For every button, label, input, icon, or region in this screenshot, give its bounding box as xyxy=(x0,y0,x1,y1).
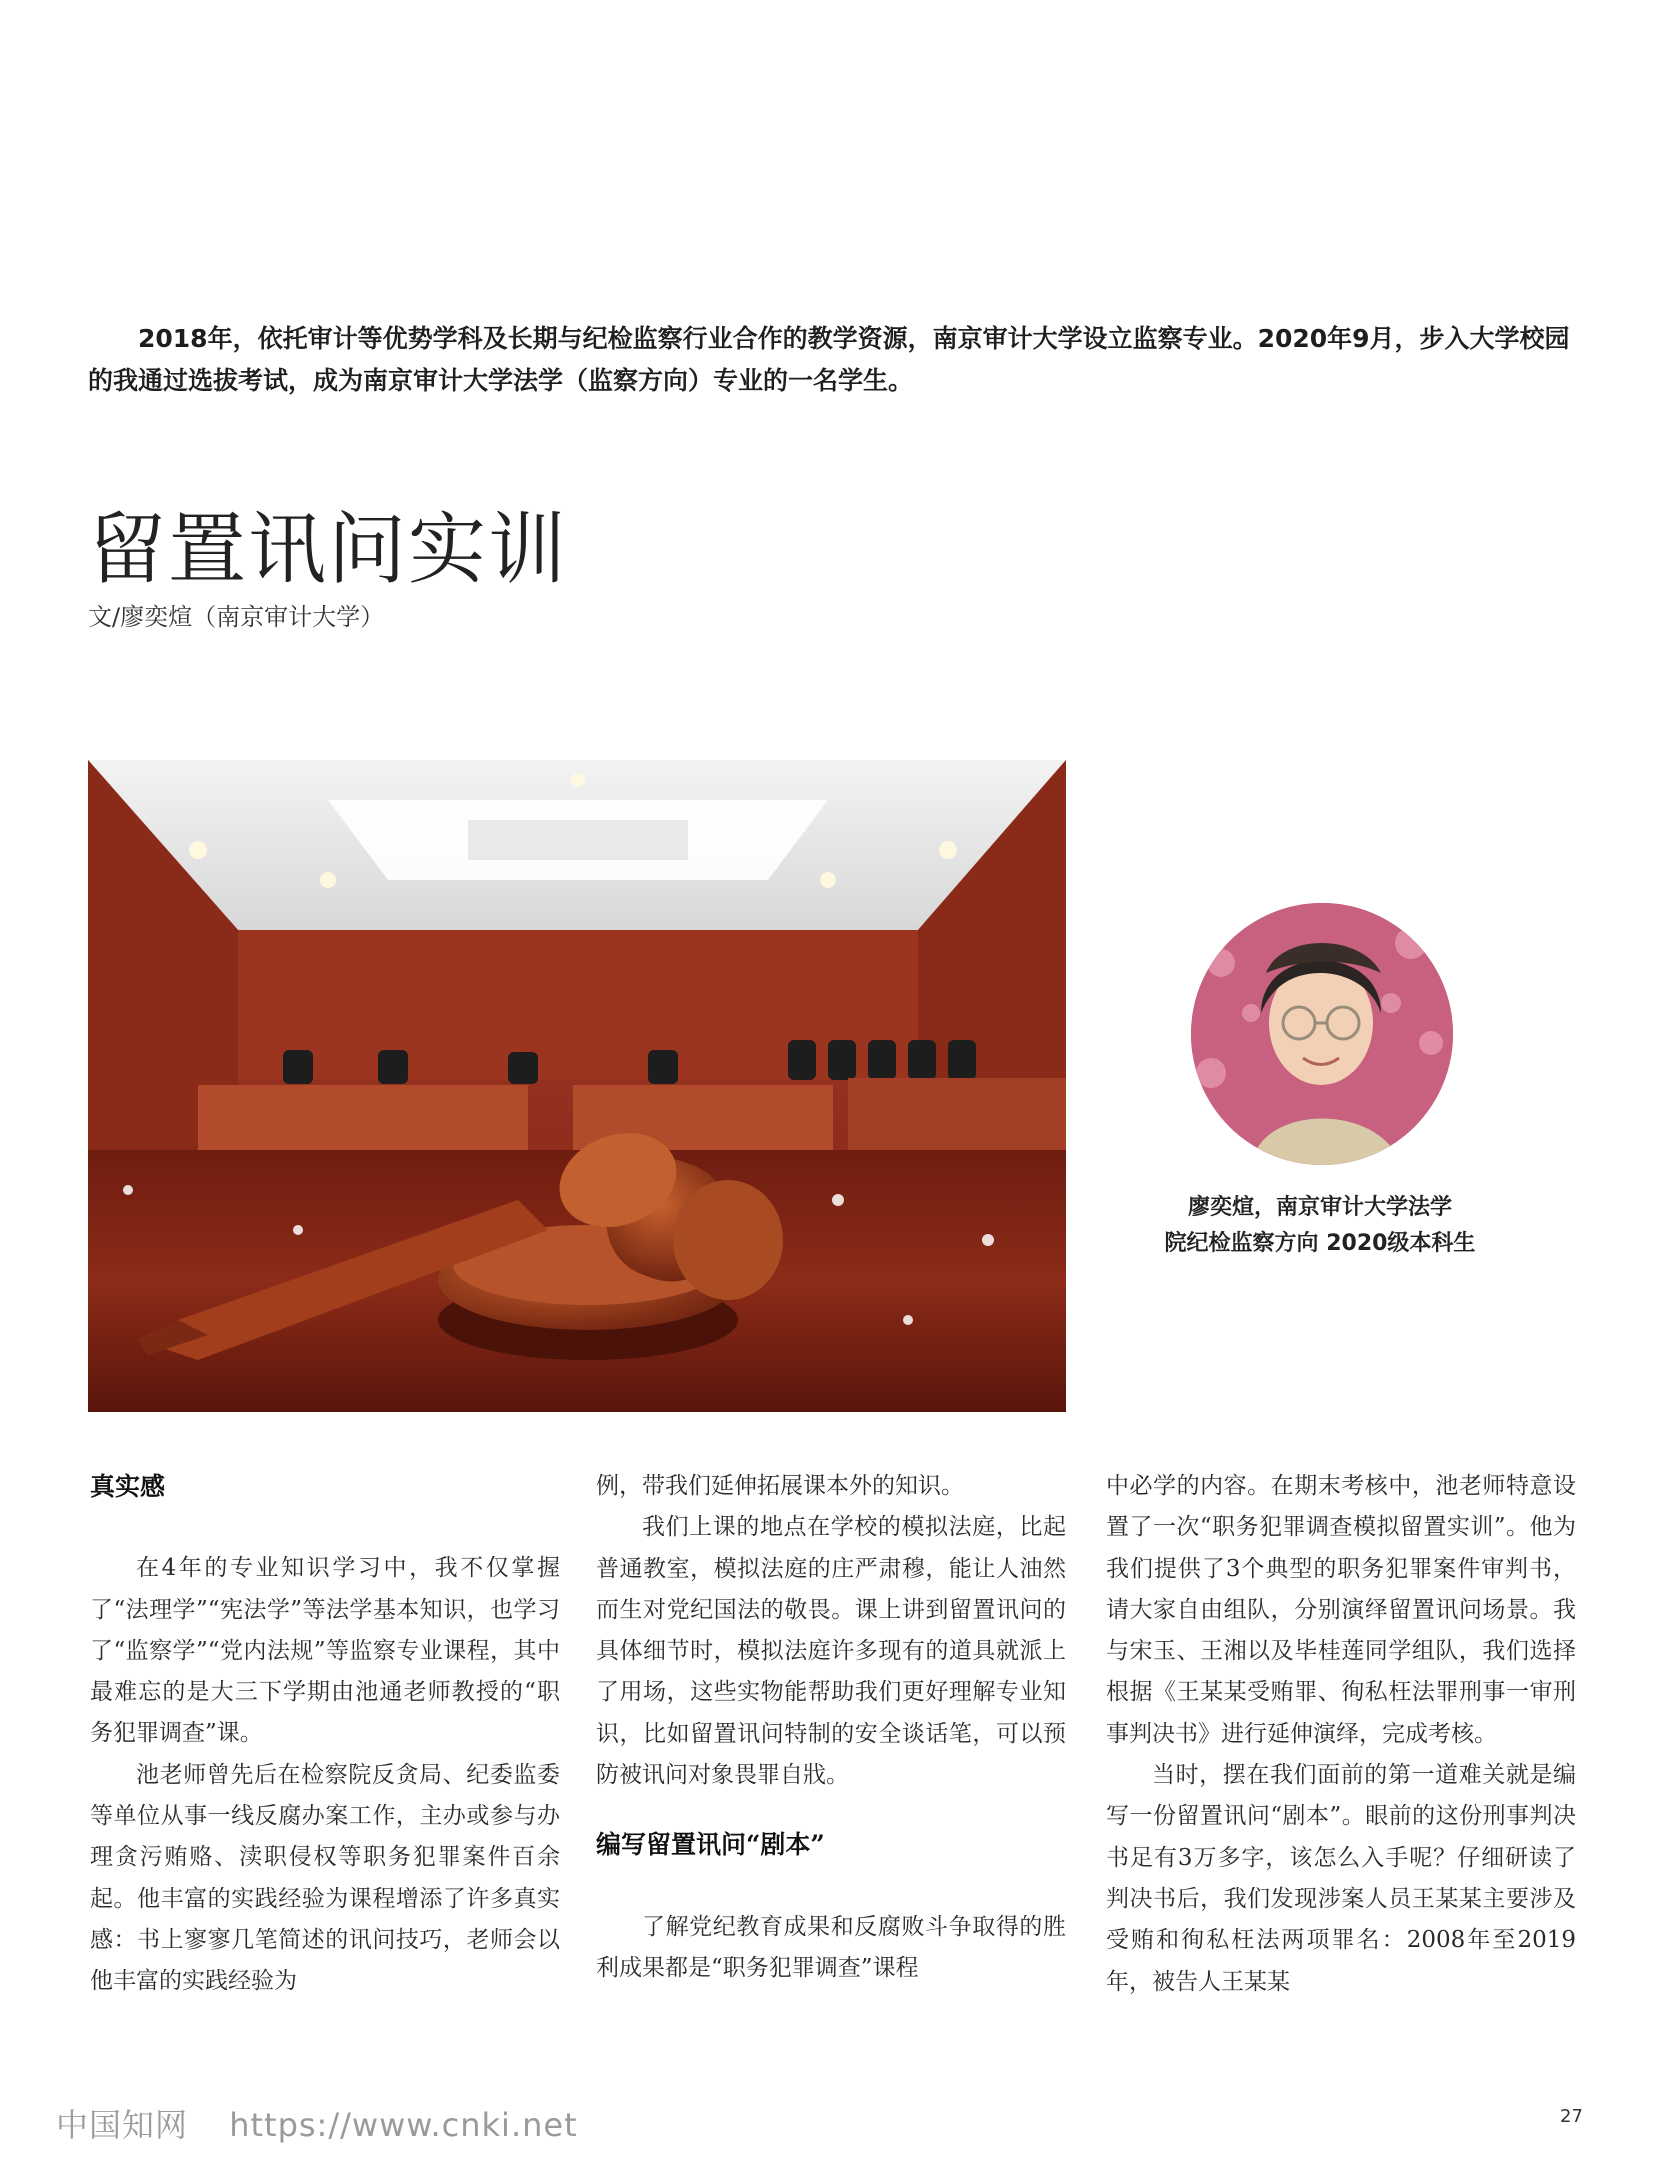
caption-line-2: 院纪检监察方向 2020级本科生 xyxy=(1164,1231,1476,1256)
section-heading-script: 编写留置讯问“剧本” xyxy=(596,1830,825,1860)
courtroom-gavel-photo xyxy=(88,760,1066,1412)
author-portrait xyxy=(1191,903,1453,1165)
article-byline: 文/廖奕煊（南京审计大学） xyxy=(88,603,385,631)
watermark-brand: 中国知网 xyxy=(56,2106,189,2144)
body-column-2 xyxy=(596,1466,1066,1989)
paragraph: 池老师曾先后在检察院反贪局、纪委监委等单位从事一线反腐办案工作，主办或参与办理贪污贿赂、渎职侵权等职务犯罪案件百余起。他丰富的实践经验为课程增添了许多真实感：书上寥寥几笔简述的讯问技巧，老师会以他丰富的实践经验为 xyxy=(90,1761,560,1995)
page-number: 27 xyxy=(1560,2106,1583,2127)
paragraph: 在4年的专业知识学习中，我不仅掌握了“法理学”“宪法学”等法学基本知识，也学习了“监察学”“党内法规”等监察专业课程，其中最难忘的是大三下学期由池通老师教授的“职务犯罪调查”课。 xyxy=(90,1555,560,1747)
watermark-url: https://www.cnki.net xyxy=(229,2106,578,2144)
body-column-1 xyxy=(90,1466,560,2003)
watermark xyxy=(56,2100,608,2146)
paragraph: 我们上课的地点在学校的模拟法庭，比起普通教室，模拟法庭的庄严肃穆，能让人油然而生对党纪国法的敬畏。课上讲到留置讯问的具体细节时，模拟法庭许多现有的道具就派上了用场，这些实物能帮助我们更好理解专业知识，比如留置讯问特制的安全谈话笔，可以预防被讯问对象畏罪自戕。 xyxy=(596,1514,1066,1789)
paragraph: 当时，摆在我们面前的第一道难关就是编写一份留置讯问“剧本”。眼前的这份刑事判决书足有3万多字，该怎么入手呢？仔细研读了判决书后，我们发现涉案人员王某某主要涉及受贿和徇私枉法两项罪名：2008年至2019年，被告人王某某 xyxy=(1106,1762,1576,1995)
article-title: 留置讯问实训 xyxy=(88,505,569,595)
body-column-3 xyxy=(1106,1466,1576,2003)
paragraph: 中必学的内容。在期末考核中，池老师特意设置了一次“职务犯罪调查模拟留置实训”。他为我们提供了3个典型的职务犯罪案件审判书，请大家自由组队，分别演绎留置讯问场景。我与宋玉、王湘以及毕桂莲同学组队，我们选择根据《王某某受贿罪、徇私枉法罪刑事一审刑事判决书》进行延伸演绎，完成考核。 xyxy=(1106,1473,1576,1747)
intro-paragraph: 2018年，依托审计等优势学科及长期与纪检监察行业合作的教学资源，南京审计大学设立监察专业。2020年9月，步入大学校园的我通过选拔考试，成为南京审计大学法学（监察方向）专业的一名学生。 xyxy=(88,324,1570,395)
caption-line-1: 廖奕煊，南京审计大学法学 xyxy=(1187,1195,1452,1220)
paragraph: 例，带我们延伸拓展课本外的知识。 xyxy=(596,1473,964,1499)
photo-caption xyxy=(1100,1190,1540,1262)
section-heading-authenticity: 真实感 xyxy=(90,1472,166,1501)
paragraph: 了解党纪教育成果和反腐败斗争取得的胜利成果都是“职务犯罪调查”课程 xyxy=(596,1913,1066,1981)
